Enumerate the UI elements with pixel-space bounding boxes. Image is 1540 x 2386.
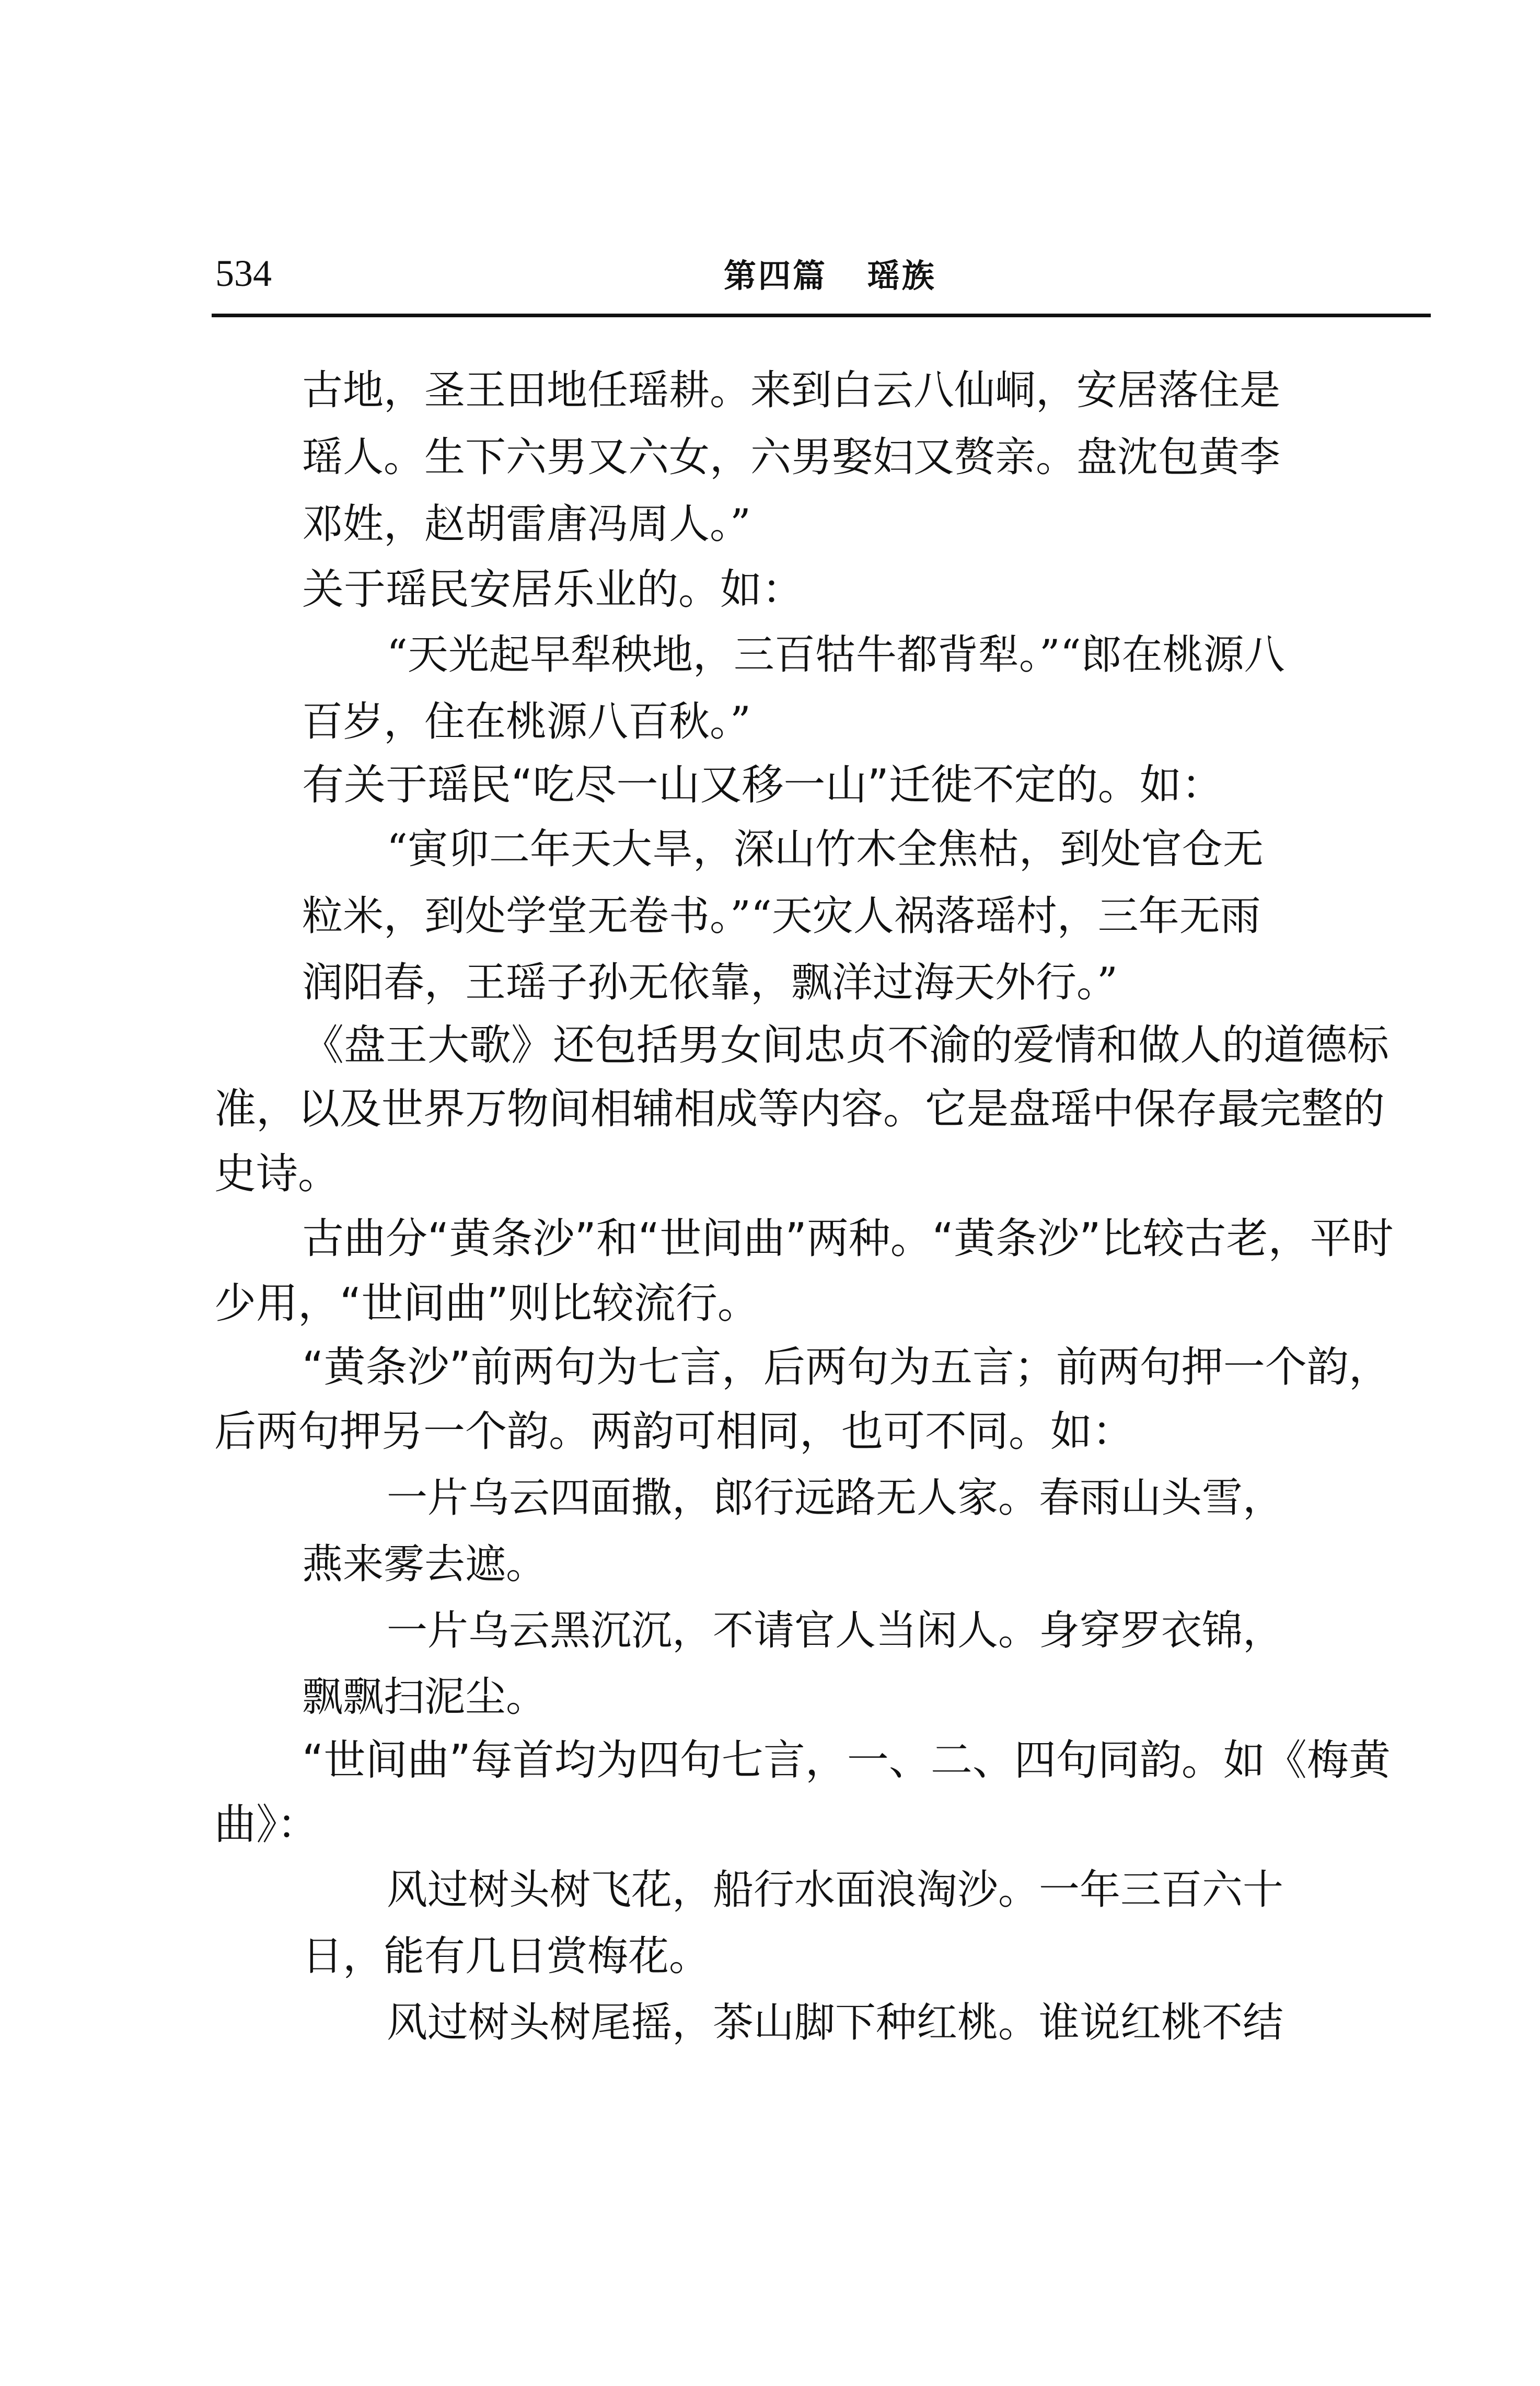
text-line: 风过树头树飞花，船行水面浪淘沙。一年三百六十 [387, 1866, 1284, 1914]
text-line: 一片乌云四面撒，郎行远路无人家。春雨山头雪， [387, 1474, 1284, 1521]
text-line: “天光起早犁秧地，三百牯牛都背犁。”“郎在桃源八 [387, 631, 1285, 678]
text-line: 百岁，住在桃源八百秋。” [302, 698, 751, 745]
text-line: “黄条沙”前两句为七言，后两句为五言；前两句押一个韵， [302, 1343, 1391, 1391]
running-head: 第四篇 瑶族 [724, 257, 936, 295]
text-line: 飘飘扫泥尘。 [302, 1674, 547, 1721]
text-line: 曲》： [214, 1800, 319, 1849]
text-line: 润阳春，王瑶子孙无依靠，飘洋过海天外行。” [302, 959, 1118, 1006]
text-line: 日，能有几日赏梅花。 [302, 1933, 710, 1980]
text-line: 古地，圣王田地任瑶耕。来到白云八仙峒，安居落住是 [302, 367, 1281, 414]
text-line: 《盘王大歌》还包括男女间忠贞不渝的爱情和做人的道德标 [302, 1021, 1389, 1069]
text-line: 后两句押另一个韵。两韵可相同，也可不同。如： [214, 1407, 1134, 1456]
text-line: 粒米，到处学堂无卷书。”“天灾人祸落瑶村，三年无雨 [302, 893, 1261, 940]
text-line: 风过树头树尾摇，茶山脚下种红桃。谁说红桃不结 [387, 1999, 1284, 2046]
text-line: “寅卯二年天大旱，深山竹木全焦枯，到处官仓无 [387, 826, 1264, 873]
text-line: 准，以及世界万物间相辅相成等内容。它是盘瑶中保存最完整的 [214, 1085, 1385, 1133]
text-line: 邓姓，赵胡雷唐冯周人。” [302, 501, 751, 548]
text-line: 燕来雾去遮。 [302, 1541, 547, 1588]
text-line: 少用，“世间曲”则比较流行。 [214, 1279, 759, 1328]
text-line: 古曲分“黄条沙”和“世间曲”两种。“黄条沙”比较古老，平时 [302, 1214, 1394, 1263]
page-number: 534 [215, 252, 272, 294]
text-line: 有关于瑶民“吃尽一山又移一山”迁徙不定的。如： [302, 760, 1223, 809]
text-line: 瑶人。生下六男又六女，六男娶妇又赘亲。盘沈包黄李 [302, 434, 1281, 481]
text-line: 史诗。 [214, 1149, 340, 1198]
text-line: 一片乌云黑沉沉，不请官人当闲人。身穿罗衣锦， [387, 1607, 1284, 1654]
text-line: 关于瑶民安居乐业的。如： [302, 565, 804, 614]
text-line: “世间曲”每首均为四句七言，一、二、四句同韵。如《梅黄 [302, 1736, 1391, 1784]
